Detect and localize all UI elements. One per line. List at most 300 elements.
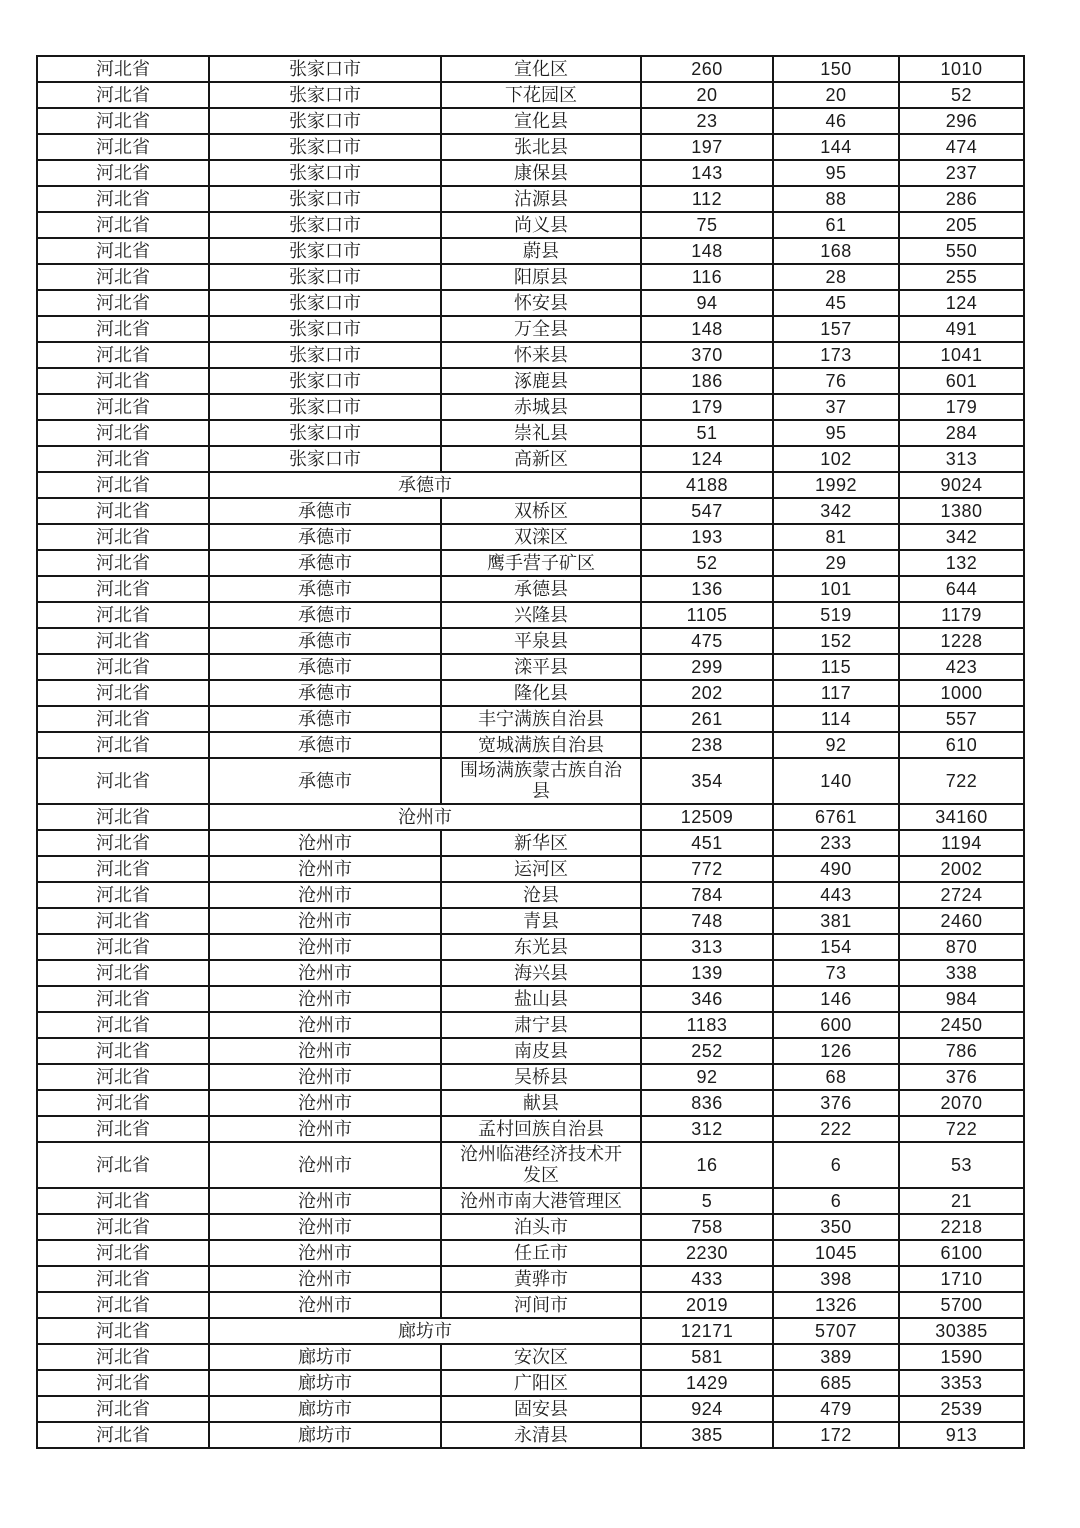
value-cell-1: 252 xyxy=(641,1038,773,1064)
city-cell: 承德市 xyxy=(209,758,441,804)
table-row xyxy=(37,394,1024,420)
district-cell: 青县 xyxy=(441,908,641,934)
value-cell-3: 124 xyxy=(899,290,1024,316)
table-row xyxy=(37,550,1024,576)
value-cell-2: 114 xyxy=(773,706,899,732)
table-row xyxy=(37,1116,1024,1142)
district-cell: 东光县 xyxy=(441,934,641,960)
value-cell-2: 6 xyxy=(773,1142,899,1188)
province-cell: 河北省 xyxy=(37,1422,209,1448)
table-row xyxy=(37,680,1024,706)
province-cell: 河北省 xyxy=(37,1370,209,1396)
province-cell: 河北省 xyxy=(37,960,209,986)
province-cell: 河北省 xyxy=(37,882,209,908)
province-cell: 河北省 xyxy=(37,732,209,758)
value-cell-2: 61 xyxy=(773,212,899,238)
value-cell-1: 2230 xyxy=(641,1240,773,1266)
value-cell-2: 398 xyxy=(773,1266,899,1292)
value-cell-2: 168 xyxy=(773,238,899,264)
value-cell-3: 132 xyxy=(899,550,1024,576)
city-cell: 承德市 xyxy=(209,498,441,524)
value-cell-1: 112 xyxy=(641,186,773,212)
city-cell: 沧州市 xyxy=(209,1012,441,1038)
province-cell: 河北省 xyxy=(37,680,209,706)
district-cell: 赤城县 xyxy=(441,394,641,420)
value-cell-3: 786 xyxy=(899,1038,1024,1064)
value-cell-2: 443 xyxy=(773,882,899,908)
city-cell: 沧州市 xyxy=(209,986,441,1012)
city-cell: 承德市 xyxy=(209,680,441,706)
city-cell: 张家口市 xyxy=(209,316,441,342)
value-cell-1: 75 xyxy=(641,212,773,238)
table-row xyxy=(37,1240,1024,1266)
value-cell-2: 29 xyxy=(773,550,899,576)
district-cell: 永清县 xyxy=(441,1422,641,1448)
value-cell-2: 117 xyxy=(773,680,899,706)
value-cell-2: 157 xyxy=(773,316,899,342)
value-cell-3: 2450 xyxy=(899,1012,1024,1038)
district-cell: 平泉县 xyxy=(441,628,641,654)
value-cell-3: 3353 xyxy=(899,1370,1024,1396)
value-cell-3: 1228 xyxy=(899,628,1024,654)
table-row xyxy=(37,856,1024,882)
city-cell: 张家口市 xyxy=(209,238,441,264)
city-cell: 承德市 xyxy=(209,524,441,550)
city-cell: 张家口市 xyxy=(209,446,441,472)
value-cell-1: 547 xyxy=(641,498,773,524)
city-cell: 张家口市 xyxy=(209,420,441,446)
value-cell-3: 52 xyxy=(899,82,1024,108)
value-cell-1: 451 xyxy=(641,830,773,856)
value-cell-3: 376 xyxy=(899,1064,1024,1090)
value-cell-1: 12509 xyxy=(641,804,773,830)
table-row xyxy=(37,56,1024,82)
value-cell-3: 550 xyxy=(899,238,1024,264)
district-cell: 怀来县 xyxy=(441,342,641,368)
city-cell: 承德市 xyxy=(209,706,441,732)
table-row xyxy=(37,602,1024,628)
value-cell-2: 600 xyxy=(773,1012,899,1038)
value-cell-1: 52 xyxy=(641,550,773,576)
province-cell: 河北省 xyxy=(37,602,209,628)
province-cell: 河北省 xyxy=(37,1292,209,1318)
province-cell: 河北省 xyxy=(37,1038,209,1064)
table-row xyxy=(37,238,1024,264)
city-cell: 廊坊市 xyxy=(209,1370,441,1396)
value-cell-1: 354 xyxy=(641,758,773,804)
city-cell: 承德市 xyxy=(209,472,641,498)
city-cell: 张家口市 xyxy=(209,108,441,134)
value-cell-2: 233 xyxy=(773,830,899,856)
value-cell-3: 5700 xyxy=(899,1292,1024,1318)
district-cell: 张北县 xyxy=(441,134,641,160)
value-cell-1: 197 xyxy=(641,134,773,160)
table-row xyxy=(37,986,1024,1012)
district-cell: 安次区 xyxy=(441,1344,641,1370)
city-cell: 张家口市 xyxy=(209,342,441,368)
district-cell: 广阳区 xyxy=(441,1370,641,1396)
value-cell-1: 4188 xyxy=(641,472,773,498)
province-cell: 河北省 xyxy=(37,654,209,680)
value-cell-3: 1041 xyxy=(899,342,1024,368)
district-cell: 蔚县 xyxy=(441,238,641,264)
value-cell-3: 1590 xyxy=(899,1344,1024,1370)
district-cell: 献县 xyxy=(441,1090,641,1116)
district-cell: 固安县 xyxy=(441,1396,641,1422)
city-cell: 沧州市 xyxy=(209,830,441,856)
value-cell-3: 237 xyxy=(899,160,1024,186)
table-row xyxy=(37,1012,1024,1038)
district-cell: 万全县 xyxy=(441,316,641,342)
value-cell-1: 238 xyxy=(641,732,773,758)
district-cell: 双桥区 xyxy=(441,498,641,524)
district-cell: 康保县 xyxy=(441,160,641,186)
value-cell-2: 1992 xyxy=(773,472,899,498)
province-cell: 河北省 xyxy=(37,1142,209,1188)
value-cell-1: 836 xyxy=(641,1090,773,1116)
district-cell: 双滦区 xyxy=(441,524,641,550)
table-row xyxy=(37,882,1024,908)
city-cell: 沧州市 xyxy=(209,934,441,960)
table-row xyxy=(37,804,1024,830)
district-cell: 涿鹿县 xyxy=(441,368,641,394)
city-cell: 承德市 xyxy=(209,654,441,680)
value-cell-1: 148 xyxy=(641,316,773,342)
province-cell: 河北省 xyxy=(37,1090,209,1116)
city-cell: 张家口市 xyxy=(209,134,441,160)
value-cell-2: 46 xyxy=(773,108,899,134)
province-cell: 河北省 xyxy=(37,550,209,576)
table-row xyxy=(37,108,1024,134)
city-cell: 廊坊市 xyxy=(209,1396,441,1422)
district-cell: 新华区 xyxy=(441,830,641,856)
city-cell: 张家口市 xyxy=(209,160,441,186)
city-cell: 张家口市 xyxy=(209,264,441,290)
table-row xyxy=(37,732,1024,758)
value-cell-1: 116 xyxy=(641,264,773,290)
province-cell: 河北省 xyxy=(37,934,209,960)
district-cell: 宣化区 xyxy=(441,56,641,82)
value-cell-2: 490 xyxy=(773,856,899,882)
city-cell: 沧州市 xyxy=(209,1038,441,1064)
table-row xyxy=(37,1370,1024,1396)
city-cell: 沧州市 xyxy=(209,1266,441,1292)
value-cell-2: 126 xyxy=(773,1038,899,1064)
city-cell: 沧州市 xyxy=(209,804,641,830)
value-cell-2: 5707 xyxy=(773,1318,899,1344)
statistics-table xyxy=(36,55,1025,1449)
value-cell-2: 68 xyxy=(773,1064,899,1090)
province-cell: 河北省 xyxy=(37,498,209,524)
value-cell-1: 5 xyxy=(641,1188,773,1214)
value-cell-2: 222 xyxy=(773,1116,899,1142)
city-cell: 沧州市 xyxy=(209,1142,441,1188)
value-cell-1: 924 xyxy=(641,1396,773,1422)
district-cell: 宣化县 xyxy=(441,108,641,134)
value-cell-1: 758 xyxy=(641,1214,773,1240)
city-cell: 沧州市 xyxy=(209,1292,441,1318)
value-cell-1: 2019 xyxy=(641,1292,773,1318)
city-cell: 沧州市 xyxy=(209,1188,441,1214)
value-cell-2: 45 xyxy=(773,290,899,316)
table-row xyxy=(37,1318,1024,1344)
value-cell-1: 772 xyxy=(641,856,773,882)
city-cell: 廊坊市 xyxy=(209,1318,641,1344)
value-cell-1: 136 xyxy=(641,576,773,602)
province-cell: 河北省 xyxy=(37,290,209,316)
province-cell: 河北省 xyxy=(37,212,209,238)
value-cell-3: 296 xyxy=(899,108,1024,134)
value-cell-3: 2218 xyxy=(899,1214,1024,1240)
value-cell-3: 1010 xyxy=(899,56,1024,82)
value-cell-1: 124 xyxy=(641,446,773,472)
value-cell-3: 2070 xyxy=(899,1090,1024,1116)
value-cell-1: 202 xyxy=(641,680,773,706)
value-cell-1: 193 xyxy=(641,524,773,550)
value-cell-2: 115 xyxy=(773,654,899,680)
table-row xyxy=(37,1396,1024,1422)
province-cell: 河北省 xyxy=(37,368,209,394)
value-cell-2: 95 xyxy=(773,420,899,446)
value-cell-2: 389 xyxy=(773,1344,899,1370)
value-cell-2: 102 xyxy=(773,446,899,472)
table-row xyxy=(37,908,1024,934)
district-cell: 南皮县 xyxy=(441,1038,641,1064)
province-cell: 河北省 xyxy=(37,576,209,602)
province-cell: 河北省 xyxy=(37,342,209,368)
value-cell-3: 9024 xyxy=(899,472,1024,498)
value-cell-1: 748 xyxy=(641,908,773,934)
district-cell: 高新区 xyxy=(441,446,641,472)
city-cell: 张家口市 xyxy=(209,394,441,420)
value-cell-3: 1380 xyxy=(899,498,1024,524)
value-cell-2: 1045 xyxy=(773,1240,899,1266)
city-cell: 沧州市 xyxy=(209,856,441,882)
table-row xyxy=(37,446,1024,472)
province-cell: 河北省 xyxy=(37,706,209,732)
district-cell: 沧县 xyxy=(441,882,641,908)
city-cell: 承德市 xyxy=(209,576,441,602)
value-cell-3: 6100 xyxy=(899,1240,1024,1266)
table-row xyxy=(37,758,1024,804)
district-cell: 阳原县 xyxy=(441,264,641,290)
province-cell: 河北省 xyxy=(37,56,209,82)
city-cell: 沧州市 xyxy=(209,1240,441,1266)
province-cell: 河北省 xyxy=(37,830,209,856)
district-cell: 沧州临港经济技术开发区 xyxy=(441,1142,641,1188)
value-cell-2: 92 xyxy=(773,732,899,758)
city-cell: 沧州市 xyxy=(209,960,441,986)
value-cell-3: 313 xyxy=(899,446,1024,472)
table-row xyxy=(37,82,1024,108)
table-row xyxy=(37,186,1024,212)
province-cell: 河北省 xyxy=(37,804,209,830)
province-cell: 河北省 xyxy=(37,628,209,654)
value-cell-1: 23 xyxy=(641,108,773,134)
district-cell: 肃宁县 xyxy=(441,1012,641,1038)
value-cell-2: 172 xyxy=(773,1422,899,1448)
province-cell: 河北省 xyxy=(37,134,209,160)
value-cell-3: 474 xyxy=(899,134,1024,160)
value-cell-1: 312 xyxy=(641,1116,773,1142)
table-row xyxy=(37,264,1024,290)
value-cell-3: 1194 xyxy=(899,830,1024,856)
province-cell: 河北省 xyxy=(37,108,209,134)
value-cell-2: 1326 xyxy=(773,1292,899,1318)
table-body xyxy=(37,56,1024,1448)
value-cell-3: 2460 xyxy=(899,908,1024,934)
table-row xyxy=(37,1188,1024,1214)
value-cell-2: 144 xyxy=(773,134,899,160)
value-cell-2: 350 xyxy=(773,1214,899,1240)
table-row xyxy=(37,1266,1024,1292)
table-row xyxy=(37,1064,1024,1090)
value-cell-3: 984 xyxy=(899,986,1024,1012)
table-row xyxy=(37,960,1024,986)
district-cell: 鹰手营子矿区 xyxy=(441,550,641,576)
table-row xyxy=(37,934,1024,960)
province-cell: 河北省 xyxy=(37,908,209,934)
district-cell: 崇礼县 xyxy=(441,420,641,446)
province-cell: 河北省 xyxy=(37,446,209,472)
value-cell-2: 376 xyxy=(773,1090,899,1116)
value-cell-1: 261 xyxy=(641,706,773,732)
value-cell-2: 685 xyxy=(773,1370,899,1396)
value-cell-2: 37 xyxy=(773,394,899,420)
city-cell: 沧州市 xyxy=(209,1090,441,1116)
city-cell: 廊坊市 xyxy=(209,1422,441,1448)
value-cell-3: 2724 xyxy=(899,882,1024,908)
value-cell-1: 51 xyxy=(641,420,773,446)
value-cell-3: 557 xyxy=(899,706,1024,732)
district-cell: 沧州市南大港管理区 xyxy=(441,1188,641,1214)
value-cell-1: 179 xyxy=(641,394,773,420)
table-row xyxy=(37,316,1024,342)
district-cell: 沽源县 xyxy=(441,186,641,212)
city-cell: 承德市 xyxy=(209,602,441,628)
value-cell-3: 1179 xyxy=(899,602,1024,628)
district-cell: 孟村回族自治县 xyxy=(441,1116,641,1142)
value-cell-1: 299 xyxy=(641,654,773,680)
table-row xyxy=(37,472,1024,498)
province-cell: 河北省 xyxy=(37,856,209,882)
value-cell-1: 186 xyxy=(641,368,773,394)
province-cell: 河北省 xyxy=(37,758,209,804)
table-row xyxy=(37,1214,1024,1240)
province-cell: 河北省 xyxy=(37,1012,209,1038)
table-row xyxy=(37,1422,1024,1448)
table-row xyxy=(37,1344,1024,1370)
district-cell: 宽城满族自治县 xyxy=(441,732,641,758)
value-cell-1: 313 xyxy=(641,934,773,960)
value-cell-3: 2002 xyxy=(899,856,1024,882)
district-cell: 海兴县 xyxy=(441,960,641,986)
value-cell-2: 152 xyxy=(773,628,899,654)
province-cell: 河北省 xyxy=(37,1188,209,1214)
value-cell-3: 53 xyxy=(899,1142,1024,1188)
city-cell: 张家口市 xyxy=(209,56,441,82)
province-cell: 河北省 xyxy=(37,394,209,420)
table-row xyxy=(37,160,1024,186)
district-cell: 承德县 xyxy=(441,576,641,602)
value-cell-3: 722 xyxy=(899,1116,1024,1142)
value-cell-2: 150 xyxy=(773,56,899,82)
province-cell: 河北省 xyxy=(37,986,209,1012)
province-cell: 河北省 xyxy=(37,264,209,290)
district-cell: 盐山县 xyxy=(441,986,641,1012)
city-cell: 张家口市 xyxy=(209,82,441,108)
city-cell: 沧州市 xyxy=(209,1214,441,1240)
district-cell: 丰宁满族自治县 xyxy=(441,706,641,732)
city-cell: 沧州市 xyxy=(209,1064,441,1090)
value-cell-1: 475 xyxy=(641,628,773,654)
value-cell-3: 423 xyxy=(899,654,1024,680)
table-row xyxy=(37,212,1024,238)
city-cell: 承德市 xyxy=(209,550,441,576)
province-cell: 河北省 xyxy=(37,420,209,446)
value-cell-2: 154 xyxy=(773,934,899,960)
value-cell-3: 30385 xyxy=(899,1318,1024,1344)
district-cell: 任丘市 xyxy=(441,1240,641,1266)
value-cell-1: 385 xyxy=(641,1422,773,1448)
table-row xyxy=(37,290,1024,316)
value-cell-1: 143 xyxy=(641,160,773,186)
value-cell-2: 101 xyxy=(773,576,899,602)
value-cell-3: 179 xyxy=(899,394,1024,420)
value-cell-1: 1105 xyxy=(641,602,773,628)
value-cell-3: 284 xyxy=(899,420,1024,446)
table-row xyxy=(37,576,1024,602)
province-cell: 河北省 xyxy=(37,1214,209,1240)
district-cell: 尚义县 xyxy=(441,212,641,238)
province-cell: 河北省 xyxy=(37,1116,209,1142)
province-cell: 河北省 xyxy=(37,472,209,498)
table-row xyxy=(37,524,1024,550)
city-cell: 承德市 xyxy=(209,628,441,654)
table-row xyxy=(37,706,1024,732)
city-cell: 沧州市 xyxy=(209,882,441,908)
value-cell-1: 92 xyxy=(641,1064,773,1090)
province-cell: 河北省 xyxy=(37,186,209,212)
value-cell-3: 601 xyxy=(899,368,1024,394)
province-cell: 河北省 xyxy=(37,524,209,550)
value-cell-2: 20 xyxy=(773,82,899,108)
province-cell: 河北省 xyxy=(37,1266,209,1292)
province-cell: 河北省 xyxy=(37,1344,209,1370)
province-cell: 河北省 xyxy=(37,160,209,186)
value-cell-2: 6761 xyxy=(773,804,899,830)
value-cell-3: 1710 xyxy=(899,1266,1024,1292)
district-cell: 吴桥县 xyxy=(441,1064,641,1090)
value-cell-1: 1429 xyxy=(641,1370,773,1396)
value-cell-2: 140 xyxy=(773,758,899,804)
district-cell: 兴隆县 xyxy=(441,602,641,628)
city-cell: 沧州市 xyxy=(209,1116,441,1142)
value-cell-2: 73 xyxy=(773,960,899,986)
value-cell-2: 173 xyxy=(773,342,899,368)
value-cell-1: 94 xyxy=(641,290,773,316)
value-cell-1: 346 xyxy=(641,986,773,1012)
value-cell-1: 784 xyxy=(641,882,773,908)
table-row xyxy=(37,1038,1024,1064)
province-cell: 河北省 xyxy=(37,82,209,108)
value-cell-3: 722 xyxy=(899,758,1024,804)
province-cell: 河北省 xyxy=(37,238,209,264)
value-cell-3: 870 xyxy=(899,934,1024,960)
province-cell: 河北省 xyxy=(37,1396,209,1422)
city-cell: 张家口市 xyxy=(209,290,441,316)
value-cell-2: 95 xyxy=(773,160,899,186)
